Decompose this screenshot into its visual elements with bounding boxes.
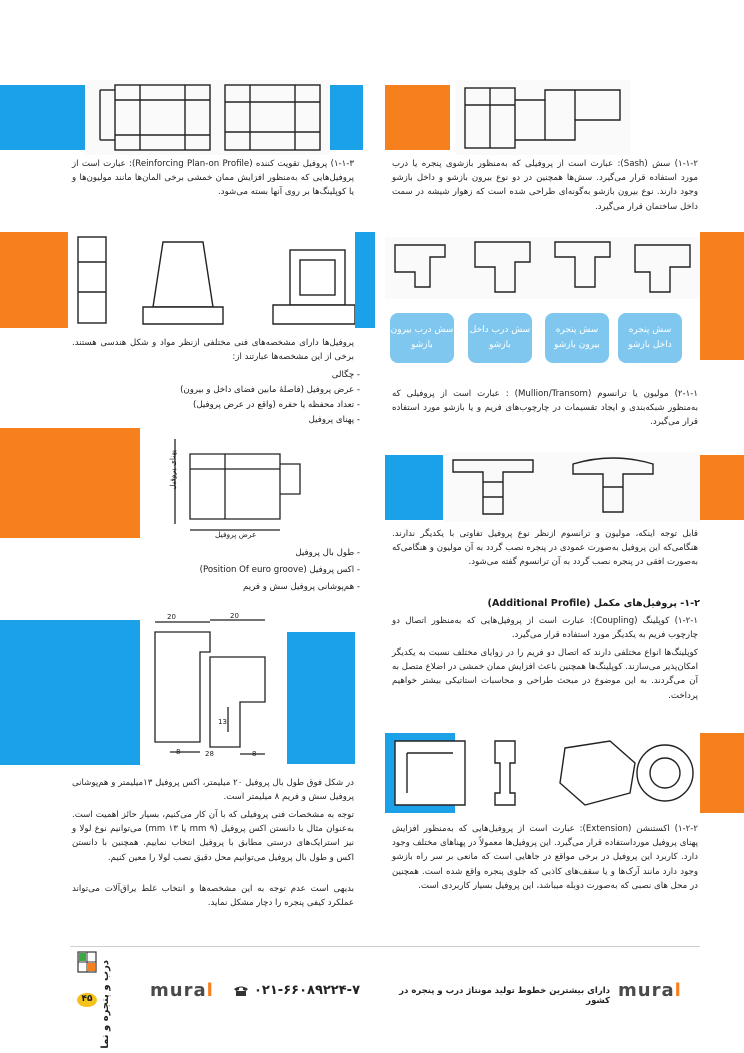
sash-paragraph: ۱-۱-۲) سش (Sash): عبارت است از پروفیلی که به‌منظور بازشوی پنجره یا درب مورد استفاده قرار می‌گیرد. سش‌ها همچنین در دو نوع بیرون بازشو و داخل بازشو وجود دارند. نوع بیرون بازشو به‌گونه‌ای طراحی شده است که زهوار شیشه در سمت داخل ساختمان قرار می‌گیرد. (392, 159, 699, 212)
coupling-profiles-drawing (385, 733, 700, 813)
dim-28: 28 (205, 750, 214, 758)
spec-bullet-chambers: - تعداد محفظه یا حفره (واقع در عرض پروفیل) (193, 400, 360, 410)
profile-dimension-drawing (165, 434, 310, 540)
dimension-paragraph-2: توجه به مشخصات فنی پروفیلی که با آن کار می‌کنیم، بسیار حائز اهمیت است. به‌عنوان مثال با دانستن اکس پروفیل (۹ mm یا ۱۳ mm) می‌توانیم نوع لولا و نیز استرایک‌های درستی مطابق با پروفیل انتخاب نماییم. همچنین با دانستن اکس و طول بال پروفیل می‌توانیم محل دقیق نصب لولا را معین کنیم. (72, 810, 355, 863)
coupling-paragraph-2: کوپلینگ‌ها انواع مختلفی دارند که اتصال دو فریم را در زوایای مختلف نسبت به یکدیگر امکان‌پذیر می‌سازند. کوپلینگ‌ها همچنین باعث افزایش ممان خمشی در اضلاع متصل به آن می‌گردند. به این موضوع در مبحث طراحی و محاسبات استاتیکی بیشتر خواهیم پرداخت. (392, 648, 698, 701)
label-door-sash-outward: سش درب بیرون بازشو (390, 313, 454, 363)
dim-20-left: 20 (167, 613, 176, 621)
orange-block-top-right (385, 85, 450, 150)
footer-divider (70, 946, 700, 947)
spec-bullet-height: - پهنای پروفیل (308, 415, 360, 425)
page-number: ۴۵ (81, 994, 93, 1004)
reinforcing-paragraph: ۱-۱-۳) پروفیل تقویت کننده (Reinforcing Plan-on Profile): عبارت است از پروفیل‌هایی که به‌منظور افزایش ممان خمشی برخی المان‌ها مانند مولیون‌ها و یا کوپلینگ‌ها بر روی آنها بسته می‌شود. (72, 159, 354, 198)
spec-bullet-density: - چگالی (331, 370, 360, 380)
spec-bullet-axis: - اکس پروفیل (Position Of euro groove) (199, 565, 360, 575)
blue-block-top-left (0, 85, 85, 150)
spec-bullet-flange: - طول بال پروفیل (295, 548, 360, 558)
label-window-sash-inward: سش پنجره داخل بازشو (618, 313, 682, 363)
magazine-name: درب و پنجره و نما (100, 960, 111, 1049)
blue-block-top-mid (330, 85, 363, 150)
orange-block-right-5 (700, 733, 744, 813)
phone-number: ۰۲۱-۶۶۰۸۹۲۲۴-۷ (254, 983, 361, 998)
tagline: دارای بیشترین خطوط تولید مونتاژ درب و پنجره در کشور (399, 986, 610, 1006)
spec-bullet-width: - عرض پروفیل (فاصلهٔ مابین فضای داخل و بیرون) (180, 385, 360, 395)
orange-block-left-3 (0, 428, 140, 538)
murat-logo-left: muraا (150, 980, 213, 1001)
additional-profile-heading: ۱-۲- پروفیل‌های مکمل (Additional Profile) (487, 598, 700, 609)
spec-bullet-overlap: - هم‌پوشانی پروفیل سش و فریم (243, 582, 360, 592)
label-window-sash-outward: سش پنجره بیرون بازشو (545, 313, 609, 363)
mullion-paragraph: ۲-۱-۱) مولیون یا ترانسوم (Mullion/Transom) : عبارت است از پروفیلی که به‌منظور شبکه‌بندی و ایجاد تقسیمات در چارچوب‌های فریم و یا بازشو مورد استفاده قرار می‌گیرد. (392, 389, 698, 428)
dim-13: 13 (218, 718, 227, 726)
label-door-sash-inward: سش درب داخل بازشو (468, 313, 532, 363)
murat-logo-right: muraا (618, 980, 681, 1001)
orange-block-right-2 (700, 232, 744, 360)
reinforcing-profiles-drawing (68, 232, 355, 328)
dim-8-right: 8 (252, 750, 257, 758)
orange-block-right-3 (700, 455, 744, 520)
reinforcing-profile-drawing (85, 80, 330, 155)
blue-block-right-2 (355, 232, 375, 328)
specs-paragraph: پروفیل‌ها دارای مشخصه‌های فنی مختلفی ازنظر مواد و شکل هندسی هستند. برخی از این مشخصه‌ها عبارتند از: (72, 338, 354, 363)
blue-block-mid-3 (385, 455, 443, 520)
phone-icon (232, 985, 250, 997)
mullion-profiles-drawing (443, 452, 700, 522)
profile-section-drawing (140, 612, 287, 764)
coupling-paragraph: ۱-۲-۱) کوپلینگ (Coupling): عبارت است از پروفیل‌هایی که به‌منظور اتصال دو چارچوب فریم به یکدیگر مورد استفاده قرار می‌گیرد. (392, 616, 698, 641)
label-profile-width: عرض پروفیل (215, 530, 257, 539)
dim-8-left: 8 (176, 748, 181, 756)
dimension-paragraph: در شکل فوق طول بال پروفیل ۲۰ میلیمتر، اکس پروفیل ۱۳میلیمتر و هم‌پوشانی پروفیل سش و فریم ۸ میلیمتر است. (72, 778, 354, 803)
label-profile-height: پهنای پروفیل (168, 450, 177, 490)
orange-block-left-2 (0, 232, 68, 328)
dimension-paragraph-3: بدیهی است عدم توجه به این مشخصه‌ها و انتخاب غلط یراق‌آلات می‌تواند عملکرد کیفی پنجره را دچار مشکل نماید. (72, 884, 354, 909)
mullion-note-paragraph: قابل توجه اینکه، مولیون و ترانسوم ازنظر نوع پروفیل تفاوتی با یکدیگر ندارند. هنگامی‌که این پروفیل به‌صورت عمودی در پنجره نصب گردد به آن مولیون و هنگامی‌که به‌صورت افقی در پنجره نصب گردد به آن ترانسوم گفته می‌شود. (392, 529, 698, 568)
extension-paragraph: ۱-۲-۲) اکستنشن (Extension): عبارت است از پروفیل‌هایی که به‌منظور افزایش پهنای پروفیل مورداستفاده قرار می‌گیرد. این پروفیل‌ها معمولاً در پهناهای مختلف وجود دارد. کاربرد این پروفیل در برخی مواقع در جاهایی است که مانعی بر سر راه بازشو وجود دارد مانند آرک‌ها و یا سقف‌های کاذبی که جلوی پنجره واقع شده است. همچنین در محل های نصبی که به‌صورت دوبله میباشد، این پروفیل بسیار کاربردی است. (392, 824, 698, 891)
blue-block-mid-4 (287, 632, 355, 764)
sash-profiles-row (385, 237, 700, 299)
blue-block-left-4 (0, 620, 140, 765)
sash-profile-drawing (455, 80, 630, 155)
dim-20-right: 20 (230, 612, 239, 620)
